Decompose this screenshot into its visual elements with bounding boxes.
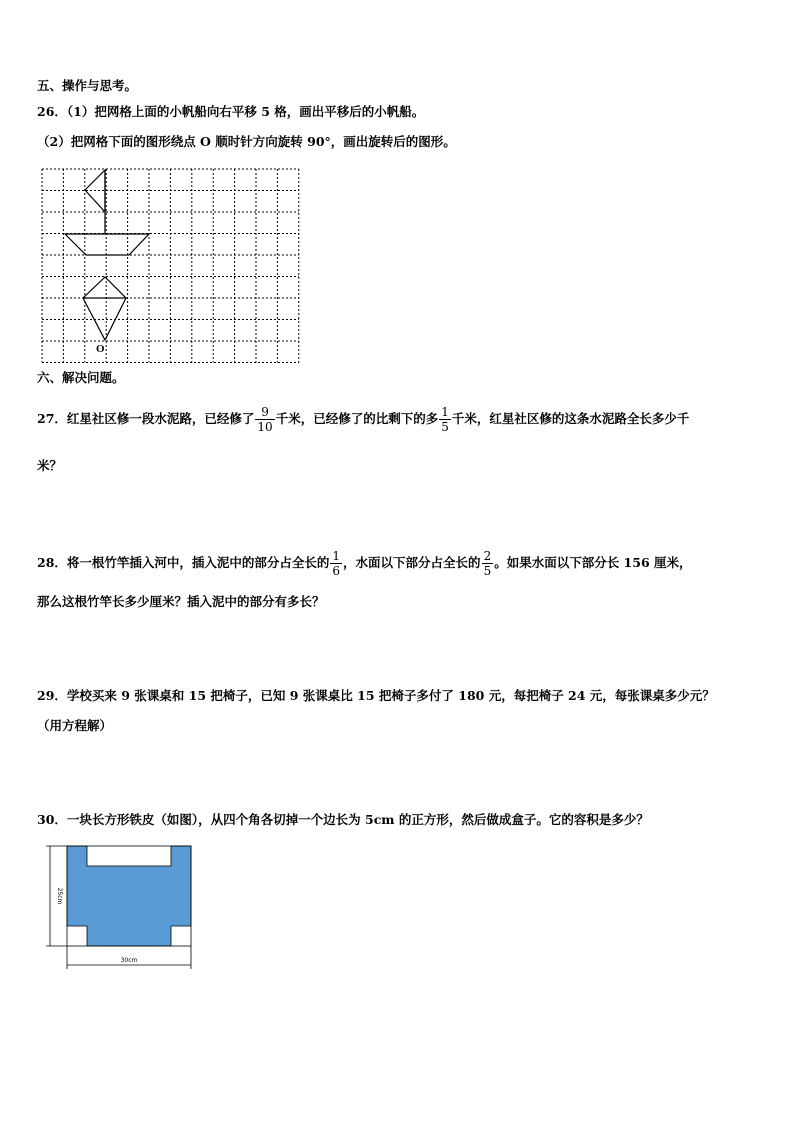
q27-fraction-2-denominator: 5 bbox=[441, 420, 449, 434]
width-label: 30cm bbox=[120, 957, 138, 964]
question-28-line2: 那么这根竹竿长多少厘米？插入泥中的部分有多长？ bbox=[37, 594, 325, 609]
point-o-label: O bbox=[96, 343, 105, 355]
q28-fraction-1-denominator: 6 bbox=[332, 564, 341, 578]
q27-text-3: 千米，红星社区修的这条水泥路全长多少千 bbox=[451, 411, 690, 426]
q28-fraction-1 bbox=[330, 549, 342, 578]
q27-text-2: 千米，已经修了的比剩下的多 bbox=[275, 411, 439, 426]
dashed-grid bbox=[42, 169, 299, 363]
question-29-line1: 29．学校买来 9 张课桌和 15 把椅子，已知 9 张课桌比 15 把椅子多付了 180 元，每把椅子 24 元，每张课桌多少元？ bbox=[37, 688, 715, 703]
kite-shape bbox=[83, 277, 126, 340]
q28-fraction-1-numerator: 1 bbox=[332, 549, 341, 563]
question-26-part1: 26．（1）把网格上面的小帆船向右平移 5 格，画出平移后的小帆船。 bbox=[37, 104, 425, 119]
q27-text-1: 27．红星社区修一段水泥路，已经修了 bbox=[37, 411, 255, 426]
q28-text-1: 28．将一根竹竿插入河中，插入泥中的部分占全长的 bbox=[37, 555, 330, 570]
q27-fraction-1-denominator: 10 bbox=[257, 420, 273, 434]
iron-sheet-figure bbox=[40, 843, 200, 973]
question-28-line1 bbox=[37, 546, 692, 580]
section-heading-solve: 六、解决问题。 bbox=[37, 370, 125, 385]
q28-text-3: 。如果水面以下部分长 156 厘米， bbox=[494, 555, 692, 570]
q28-fraction-2-denominator: 5 bbox=[483, 564, 492, 578]
q28-fraction-2-numerator: 2 bbox=[483, 549, 492, 563]
section-heading-operation: 五、操作与思考。 bbox=[37, 78, 138, 93]
q27-fraction-2-numerator: 1 bbox=[441, 405, 449, 419]
height-label: 25cm bbox=[56, 887, 63, 905]
question-26-part2: （2）把网格下面的图形绕点 O 顺时针方向旋转 90°，画出旋转后的图形。 bbox=[37, 134, 456, 149]
q27-fraction-1-numerator: 9 bbox=[255, 405, 274, 420]
grid-figure bbox=[40, 167, 302, 365]
q27-fraction-2 bbox=[439, 405, 451, 434]
question-30-line1: 30．一块长方形铁皮（如图），从四个角各切掉一个边长为 5cm 的正方形，然后做成盒子。它的容积是多少？ bbox=[37, 812, 649, 827]
iron-sheet-cut-shape bbox=[67, 846, 191, 946]
question-27-line2: 米？ bbox=[37, 458, 63, 473]
question-27-line1 bbox=[37, 402, 689, 436]
q27-fraction-1 bbox=[255, 405, 274, 434]
q28-text-2: ，水面以下部分占全长的 bbox=[343, 555, 481, 570]
question-29-line2: （用方程解） bbox=[37, 718, 113, 733]
q28-fraction-2 bbox=[482, 549, 494, 578]
